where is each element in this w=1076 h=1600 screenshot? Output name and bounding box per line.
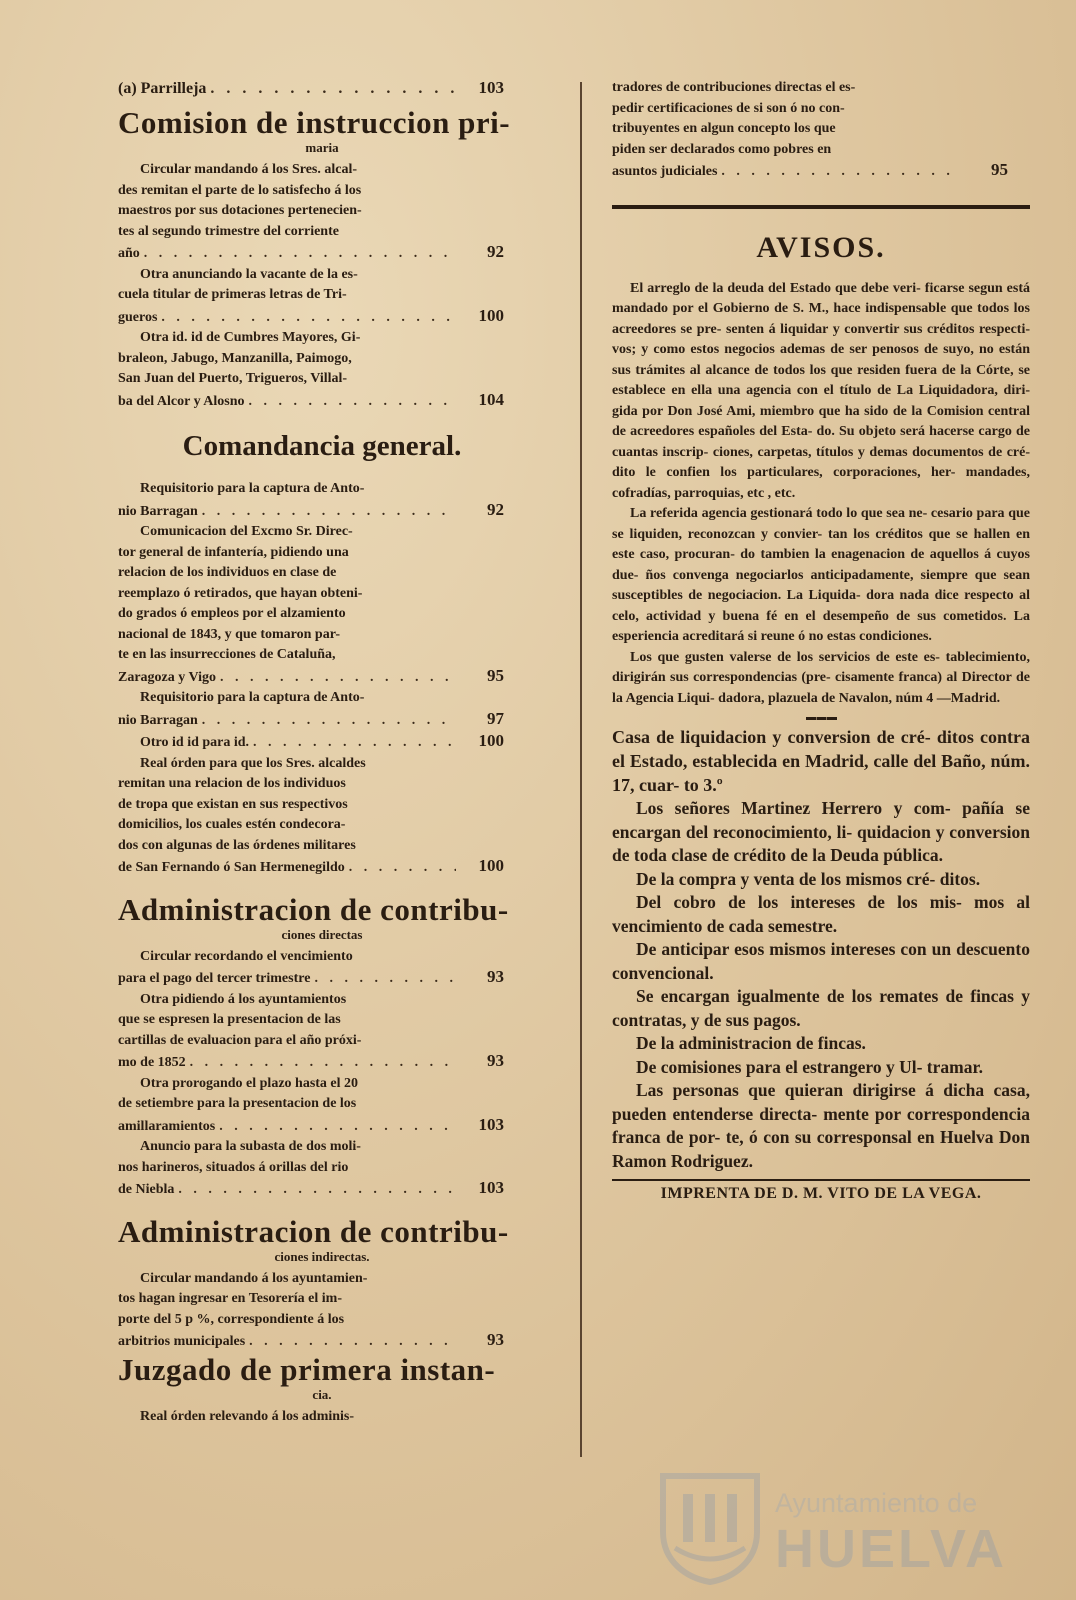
index-entry xyxy=(118,1269,526,1353)
entry-last-text: nio Barragan xyxy=(118,503,198,519)
leader-dots xyxy=(144,244,456,265)
section-subtitle: maria xyxy=(305,140,339,155)
casa-paragraph: Los señores Martinez Herrero y com- pañía se encargan del reconocimiento, li- quidacion y conversion de toda clase de crédito de la Deuda pública. xyxy=(612,798,1030,865)
continuation-last-text: asuntos judiciales xyxy=(612,164,718,179)
index-entry xyxy=(118,328,526,412)
leader-dots xyxy=(190,1053,456,1074)
entry-last-line xyxy=(118,709,526,732)
casa-paragraph: De anticipar esos mismos intereses con un descuento convencional. xyxy=(612,939,1030,983)
leader-dots xyxy=(202,502,456,523)
entry-last-text: de San Fernando ó San Hermenegildo xyxy=(118,860,345,875)
entry-line: Circular mandando á los ayuntamien- xyxy=(140,1270,368,1286)
section-title: Administracion de contribu- xyxy=(118,891,509,927)
section-subtitle: ciones indirectas. xyxy=(274,1248,370,1264)
entry-last-text: gueros xyxy=(118,309,158,325)
avisos-paragraph: El arreglo de la deuda del Estado que debe veri- ficarse segun está mandado por el Gobierno de S. M., hace indispensable que todos los acreedores se pre- senten á liquidar y convertir sus créditos respecti- vos; y como estos negocios ademas de ser penosos de suyo, no están sus trámites al alcance de todos los que residen fuera de la Córte, se establece en ella una agencia con el título de La Liquidadora, diri- gida por Don José Ami, miembro que ha sido de la Comision central de acreedores españoles del Esta- do. Su objeto será hacerse cargo de cuantas inscrip- ciones, carpetas, títulos y demas documentos de cré- dito le confien los particulares, corporaciones, her- mandades, cofradías, parroquias, etc , etc. xyxy=(612,280,1030,501)
leader-dots xyxy=(253,733,456,754)
entry-last-text: ba del Alcor y Alosno xyxy=(118,393,245,409)
page-number: 103 xyxy=(478,78,504,97)
entry-line: cartillas de evaluacion para el año próxi- xyxy=(118,1032,362,1048)
section-title: Comision de instruccion pri- xyxy=(118,105,511,140)
top-entry xyxy=(118,78,526,98)
leader-dots xyxy=(161,308,456,329)
entry-line: tos hagan ingresar en Tesorería el im- xyxy=(118,1291,342,1306)
entry-line: maestros por sus dotaciones pertenecien- xyxy=(118,203,362,218)
section-rule xyxy=(612,205,1030,209)
entry-last-line xyxy=(118,1178,526,1201)
index-entry xyxy=(118,1137,526,1201)
entry-line: de setiembre para la presentacion de los xyxy=(118,1096,357,1111)
casa-title: Casa de liquidacion y conversion de cré- ditos contra el Estado, establecida en Madrid, calle del Baño, núm. 17, cuar- to 3.º xyxy=(612,727,1030,795)
index-entry xyxy=(118,160,526,265)
casa-paragraph: De comisiones para el estrangero y Ul- tramar. xyxy=(636,1056,984,1077)
casa-paragraph: Del cobro de los intereses de los mis- mos al vencimiento de cada semestre. xyxy=(612,892,1030,936)
entry-line: San Juan del Puerto, Trigueros, Villal- xyxy=(118,371,348,386)
entry-line: Anuncio para la subasta de dos moli- xyxy=(140,1139,361,1154)
page-number: 100 xyxy=(478,856,504,875)
section-title: Juzgado de primera instan- xyxy=(118,1351,496,1387)
continuation-lines xyxy=(612,78,1030,160)
entry-line: reemplazo ó retirados, que hayan obteni- xyxy=(118,585,363,601)
index-entry xyxy=(118,754,526,879)
entry-last-line xyxy=(118,1330,526,1353)
index-entry xyxy=(118,479,526,522)
entry-line: Otra id. id de Cumbres Mayores, Gi- xyxy=(140,330,361,345)
index-section xyxy=(118,106,526,412)
page-number: 100 xyxy=(478,305,504,325)
entry-line: nos harineros, situados á orillas del rio xyxy=(118,1159,349,1175)
leader-dots xyxy=(220,668,456,689)
entry-line: braleon, Jabugo, Manzanilla, Paimogo, xyxy=(118,350,352,366)
entry-line: Requisitorio para la captura de Anto- xyxy=(140,481,365,496)
entry-last-text: mo de 1852 xyxy=(118,1055,186,1070)
page-number: 92 xyxy=(487,242,504,261)
entry-line: nacional de 1843, y que tomaron par- xyxy=(118,626,341,642)
entry-line: tes al segundo trimestre del corriente xyxy=(118,223,339,239)
avisos-paragraph: La referida agencia gestionará todo lo que sea ne- cesario para que se liquiden, reconozcan y convier- tan los créditos que se hallen en este caso, procuran- do tambien la enagenacion de aquellos á cuyos due- ños convenga negociarlos anticipadamente, siempre que sean susceptibles de negociacion. La Liquida- dora nada dice respecto al celo, actividad y buena fé en el desempeño de sus cometidos. La esperiencia acreditará si reune ó no estas condiciones. xyxy=(612,506,1030,644)
watermark-main-text: HUELVA xyxy=(775,1519,1007,1579)
entry-last-line xyxy=(118,390,526,413)
column-divider xyxy=(580,82,582,1457)
section-subtitle: ciones directas xyxy=(281,926,363,942)
entry-line: do grados ó empleos por el alzamiento xyxy=(118,606,346,621)
leader-dots xyxy=(249,1332,456,1353)
entry-line: te en las insurrecciones de Cataluña, xyxy=(118,647,336,662)
continuation-line: tribuyentes en algun concepto los que xyxy=(612,121,836,136)
footer-rule xyxy=(612,1179,1030,1181)
index-entry xyxy=(118,688,526,731)
entry-last-line xyxy=(118,242,526,265)
right-column xyxy=(612,78,1030,1203)
entry-last-text: amillaramientos xyxy=(118,1118,216,1134)
page-number: 104 xyxy=(478,389,504,409)
entry-line: porte del 5 p %, correspondiente á los xyxy=(118,1311,345,1327)
leader-dots xyxy=(202,711,456,732)
entry-line: relacion de los individuos en clase de xyxy=(118,565,337,580)
index-entry xyxy=(118,990,526,1074)
entry-line: Real órden para que los Sres. alcaldes xyxy=(140,755,366,771)
casa-paragraph: Las personas que quieran dirigirse á dicha casa, pueden entenderse directa- mente por correspondencia franca de por- te, ó con su corresponsal en Huelva Don Ramon Rodriguez. xyxy=(612,1080,1030,1171)
entry-line: Requisitorio para la captura de Anto- xyxy=(140,690,365,705)
casa-paragraph: De la compra y venta de los mismos cré- ditos. xyxy=(636,868,981,889)
casa-paragraph: Se encargan igualmente de los remates de fincas y contratas, y de sus pagos. xyxy=(612,986,1030,1030)
left-sections xyxy=(118,106,526,1427)
page-number: 103 xyxy=(478,1114,504,1134)
casa-body xyxy=(612,797,1030,1173)
index-section xyxy=(118,1215,526,1353)
watermark xyxy=(655,1470,1055,1590)
entry-line: que se espresen la presentacion de las xyxy=(118,1012,341,1027)
index-section xyxy=(118,430,526,879)
leader-dots xyxy=(249,392,456,413)
entry-line: cuela titular de primeras letras de Tri- xyxy=(118,287,347,302)
page-number: 100 xyxy=(478,731,504,750)
continuation-last-line xyxy=(612,160,1030,183)
entry-line: Otra anunciando la vacante de la es- xyxy=(140,266,358,282)
entry-line: Comunicacion del Excmo Sr. Direc- xyxy=(140,524,353,539)
entry-last-line xyxy=(118,666,526,689)
entry-line: dos con algunas de las órdenes militares xyxy=(118,837,356,853)
entry-line: de tropa que existan en sus respectivos xyxy=(118,796,348,812)
entry-last-line xyxy=(118,856,526,879)
entry-last-line xyxy=(118,967,526,990)
leader-dots xyxy=(721,162,960,183)
avisos-body xyxy=(612,279,1030,710)
entry-last-text: para el pago del tercer trimestre xyxy=(118,971,311,986)
entry-line: Circular recordando el vencimiento xyxy=(140,948,353,964)
page-number: 95 xyxy=(991,160,1008,179)
section-subtitle: cia. xyxy=(312,1386,332,1402)
index-section xyxy=(118,1353,526,1428)
index-entry xyxy=(118,731,526,754)
index-entry xyxy=(118,265,526,329)
index-entry xyxy=(118,1407,526,1428)
shield-icon xyxy=(655,1470,765,1585)
index-entry xyxy=(118,522,526,688)
entry-line: Otra prorogando el plazo hasta el 20 xyxy=(140,1075,359,1091)
continuation-line: pedir certificaciones de si son ó no con- xyxy=(612,100,845,116)
page-number: 93 xyxy=(487,1330,504,1349)
page-number: 97 xyxy=(487,708,504,728)
page-number: 92 xyxy=(487,499,504,519)
page-number: 93 xyxy=(487,967,504,986)
entry-line: Circular mandando á los Sres. alcal- xyxy=(140,162,358,177)
entry-last-text: año xyxy=(118,246,140,261)
avisos-heading: AVISOS. xyxy=(756,230,886,264)
ornament-divider: ▬ ▬ ▬ xyxy=(806,712,836,723)
entry-last-line xyxy=(118,731,526,754)
index-section xyxy=(118,893,526,1201)
entry-line: remitan una relacion de los individuos xyxy=(118,776,346,791)
leader-dots xyxy=(349,858,456,879)
page-number: 95 xyxy=(487,665,504,685)
leader-dots xyxy=(178,1180,456,1201)
leader-dots xyxy=(210,80,456,98)
entry-last-text: de Niebla xyxy=(118,1182,175,1197)
leader-dots xyxy=(314,969,456,990)
imprenta-footer: IMPRENTA DE D. M. VITO DE LA VEGA. xyxy=(660,1185,982,1202)
entry-line: domicilios, los cuales estén condecora- xyxy=(118,817,346,832)
leader-dots xyxy=(219,1117,456,1138)
entry-last-line xyxy=(118,306,526,329)
entry-line: des remitan el parte de lo satisfecho á los xyxy=(118,182,362,198)
section-title: Comandancia general. xyxy=(182,430,462,462)
entry-last-line xyxy=(118,1051,526,1074)
continuation-line: piden ser declarados como pobres en xyxy=(612,141,832,157)
left-column xyxy=(118,78,526,1427)
entry-last-text: arbitrios municipales xyxy=(118,1334,246,1349)
entry-last-line xyxy=(118,500,526,523)
index-entry xyxy=(118,1074,526,1138)
entry-line: Otra pidiendo á los ayuntamientos xyxy=(140,991,347,1007)
entry-last-text: nio Barragan xyxy=(118,712,198,728)
section-title: Administracion de contribu- xyxy=(118,1213,509,1249)
entry-last-text: Otro id id para id. xyxy=(140,735,250,750)
continuation-line: tradores de contribuciones directas el es- xyxy=(612,80,856,95)
entry-last-text: Zaragoza y Vigo xyxy=(118,669,216,685)
continuation-entry xyxy=(612,78,1030,183)
casa-paragraph: De la administracion de fincas. xyxy=(636,1033,866,1053)
index-entry xyxy=(118,947,526,990)
avisos-paragraph: Los que gusten valerse de los servicios de este es- tablecimiento, dirigirán sus correspondencias (pre- cisamente franca) al Director de la Agencia Liqui- dadora, plazuela de Navalon, núm 4 —Madrid. xyxy=(612,649,1030,706)
entry-line: tor general de infantería, pidiendo una xyxy=(118,544,349,560)
page-number: 103 xyxy=(478,1178,504,1197)
entry-line: Real órden relevando á los adminis- xyxy=(140,1408,355,1424)
top-entry-text: (a) Parrilleja xyxy=(118,80,207,97)
watermark-top-text: Ayuntamiento de xyxy=(775,1488,978,1518)
page-number: 93 xyxy=(487,1051,504,1070)
entry-last-line xyxy=(118,1115,526,1138)
